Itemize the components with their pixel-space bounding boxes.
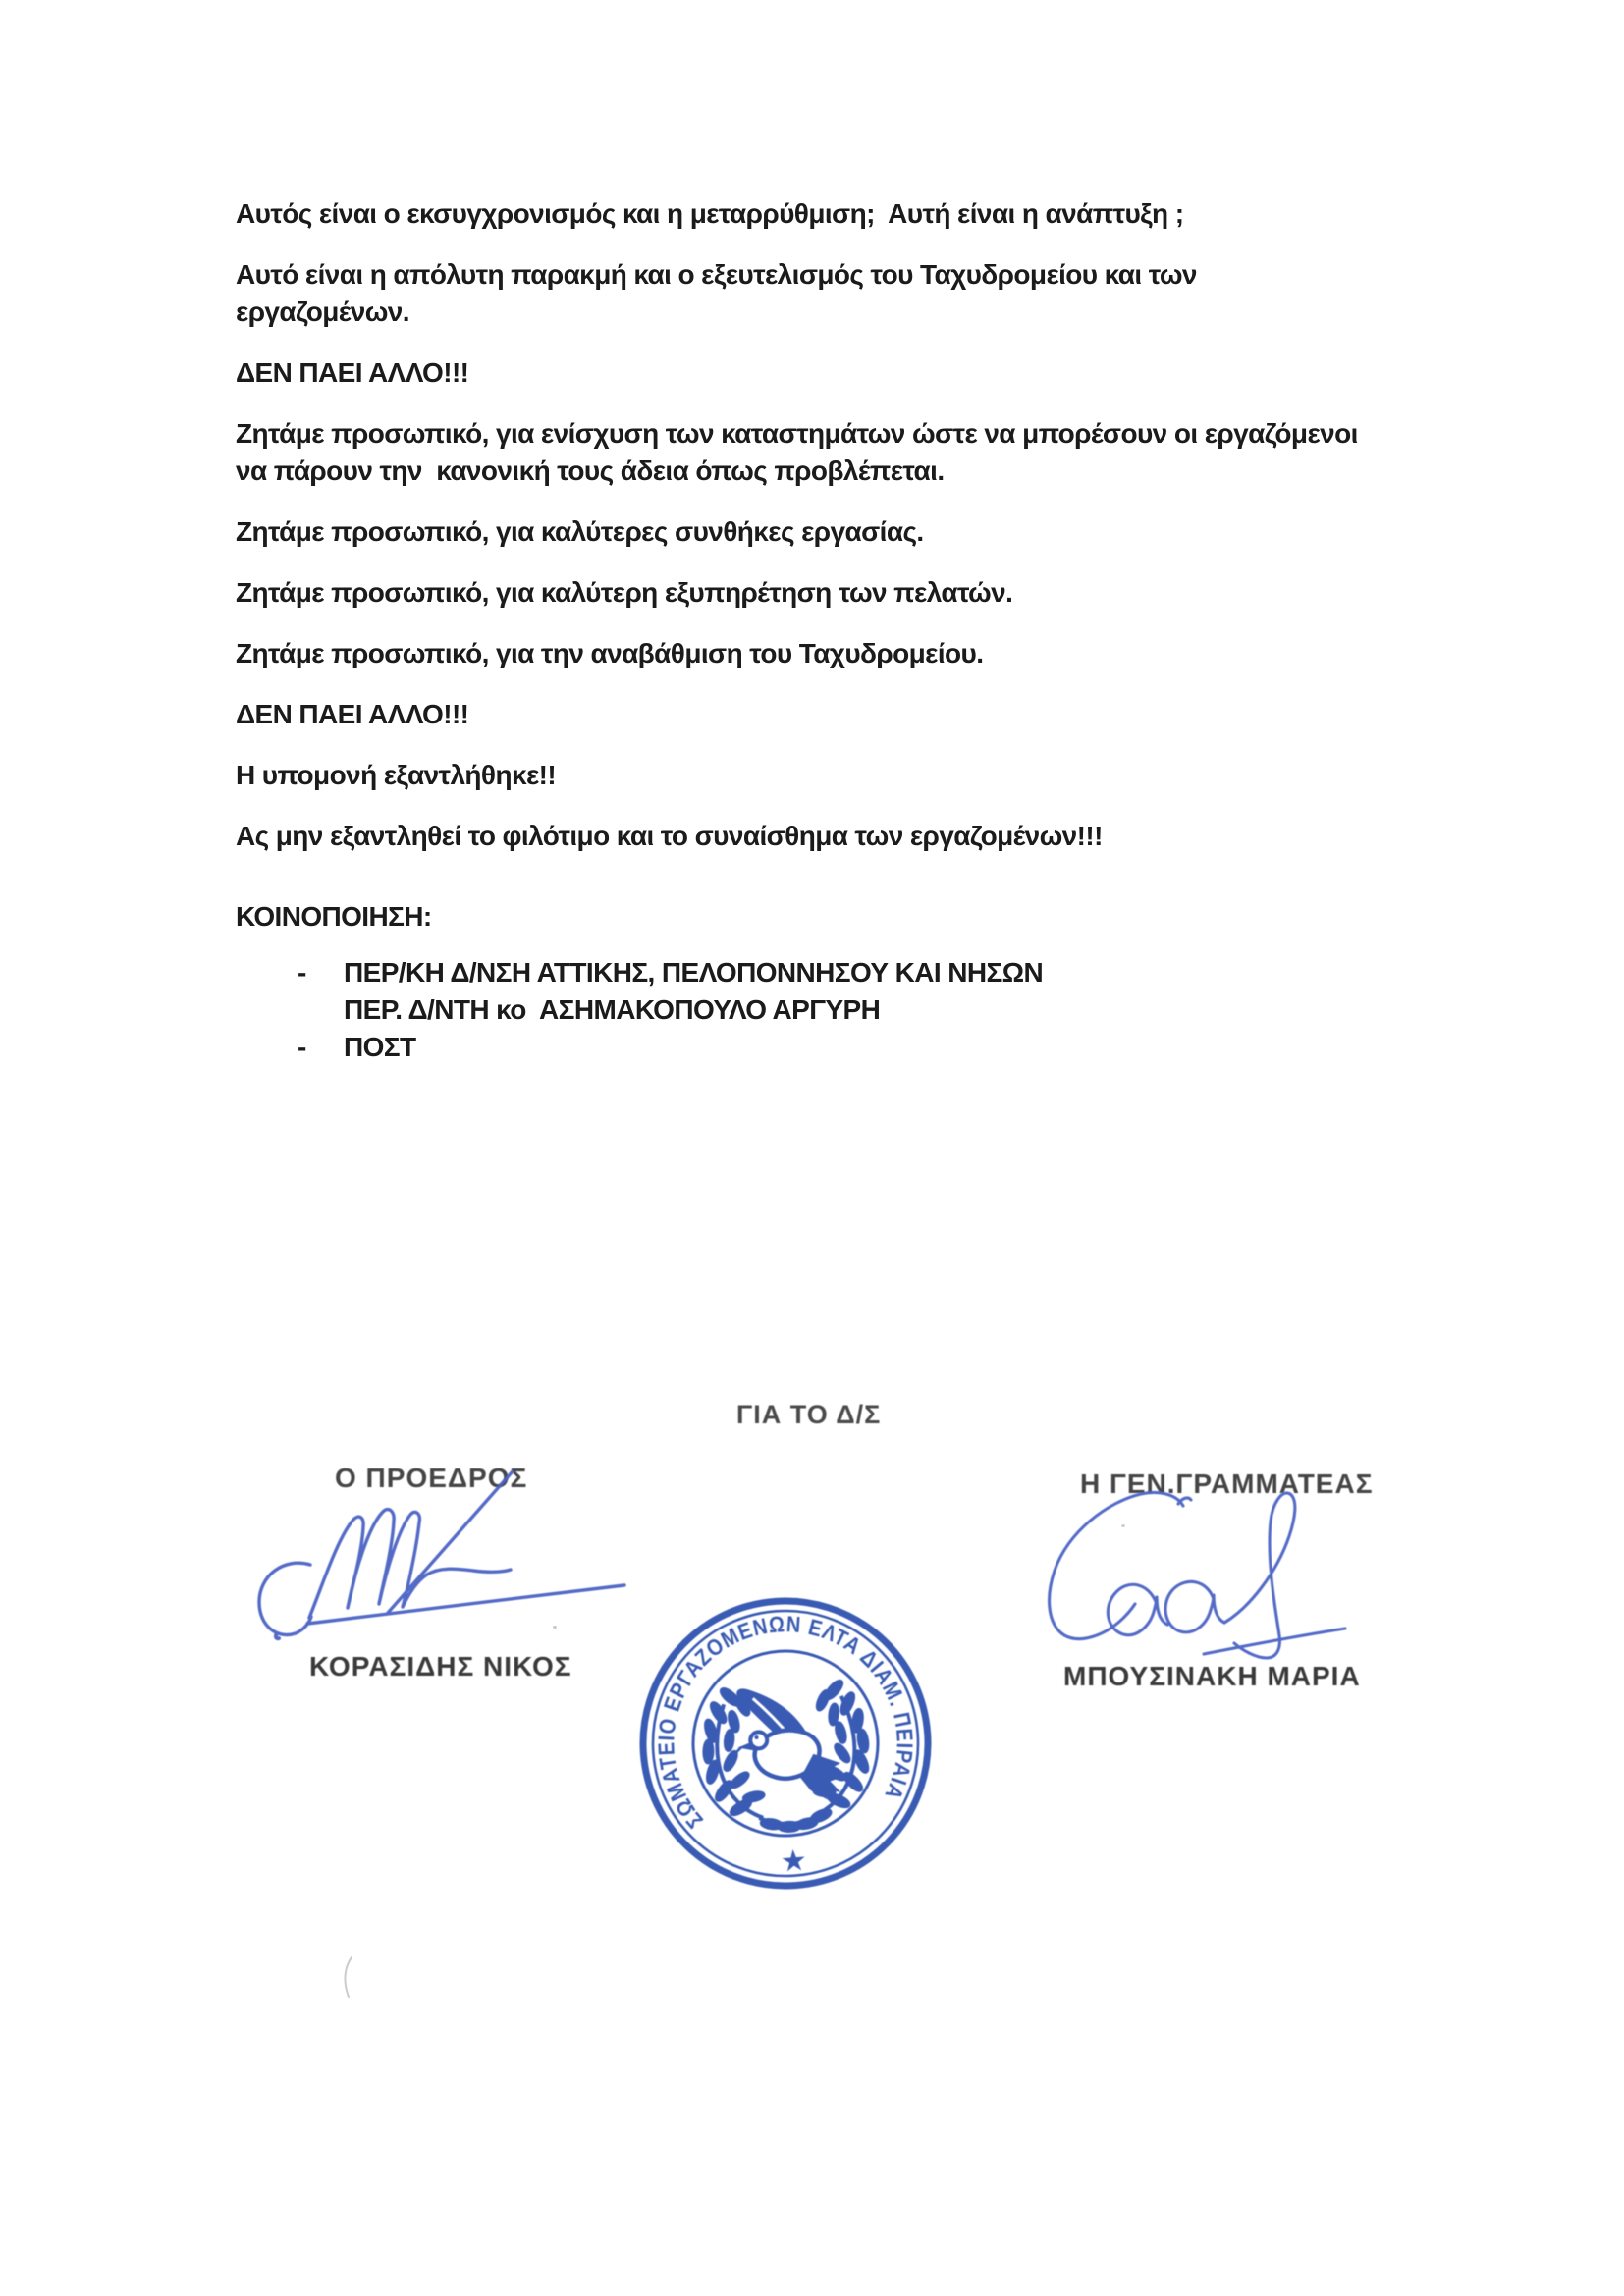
body-line: Ζητάμε προσωπικό, για καλύτερες συνθήκες εργασίας.	[236, 516, 924, 547]
union-stamp	[636, 1594, 935, 1893]
paragraph	[236, 757, 1443, 794]
star-icon: ★	[779, 1843, 808, 1879]
president-signature	[253, 1470, 636, 1652]
body-line: ΔΕΝ ΠΑΕΙ ΑΛΛΟ!!!	[236, 357, 469, 388]
scan-speck	[1121, 1524, 1125, 1527]
body-line: Η υπομονή εξαντλήθηκε!!	[236, 760, 557, 790]
body-line: Ζητάμε προσωπικό, για καλύτερη εξυπηρέτηση των πελατών.	[236, 577, 1013, 608]
paragraph	[236, 818, 1443, 855]
body-line: να πάρουν την κανονική τους άδεια όπως προβλέπεται.	[236, 455, 945, 486]
president-name: ΚΟΡΑΣΙΔΗΣ ΝΙΚΟΣ	[309, 1651, 572, 1682]
secretary-name: ΜΠΟΥΣΙΝΑΚΗ ΜΑΡΙΑ	[1063, 1661, 1361, 1691]
cc-heading	[236, 898, 1443, 935]
cc-item	[236, 954, 1443, 1029]
body-line: Ζητάμε προσωπικό, για την αναβάθμιση του Ταχυδρομείου.	[236, 638, 984, 668]
cc-item	[236, 1029, 1443, 1066]
cc-item-line: ΠΟΣΤ	[344, 1032, 416, 1062]
secretary-title: Η ΓΕΝ.ΓΡΑΜΜΑΤΕΑΣ	[1080, 1468, 1374, 1499]
paragraph	[236, 635, 1443, 672]
paragraph	[236, 256, 1443, 331]
cc-heading-text: ΚΟΙΝΟΠΟΙΗΣΗ:	[236, 901, 432, 932]
cc-item-line: ΠΕΡ. Δ/ΝΤΗ κο ΑΣΗΜΑΚΟΠΟΥΛΟ ΑΡΓΥΡΗ	[344, 994, 881, 1025]
paragraph	[236, 354, 1443, 392]
body-line: ΔΕΝ ΠΑΕΙ ΑΛΛΟ!!!	[236, 699, 469, 729]
paragraph	[236, 415, 1443, 490]
scan-speck	[553, 1626, 557, 1629]
secretary-signature	[1031, 1480, 1355, 1667]
stamp-ring-text: ΣΩΜΑΤΕΙΟ ΕΡΓΑΖΟΜΕΝΩΝ ΕΛΤΑ ΔΙΑΜ. ΠΕΙΡΑΙΑ	[653, 1610, 919, 1834]
cc-item-lines	[344, 954, 1043, 1029]
body-line: Ζητάμε προσωπικό, για ενίσχυση των καταστημάτων ώστε να μπορέσουν οι εργαζόμενοι	[236, 418, 1358, 449]
paragraph	[236, 513, 1443, 551]
body-line: Αυτό είναι η απόλυτη παρακμή και ο εξευτελισμός του Ταχυδρομείου και των	[236, 259, 1197, 290]
for-the-board-label: ΓΙΑ ΤΟ Δ/Σ	[736, 1400, 882, 1429]
cc-item-line: ΠΕΡ/ΚΗ Δ/ΝΣΗ ΑΤΤΙΚΗΣ, ΠΕΛΟΠΟΝΝΗΣΟΥ ΚΑΙ ΝΗΣΩΝ	[344, 957, 1044, 988]
president-title: Ο ΠΡΟΕΔΡΟΣ	[335, 1463, 528, 1493]
cc-section	[236, 898, 1443, 1066]
scan-artifact-curve	[340, 1955, 359, 1999]
body-line: Ας μην εξαντληθεί το φιλότιμο και το συναίσθημα των εργαζομένων!!!	[236, 821, 1103, 851]
cc-item-lines	[344, 1029, 416, 1066]
bullet-dash: -	[298, 1032, 307, 1062]
paragraph	[236, 696, 1443, 733]
body-copy	[236, 195, 1443, 1066]
body-line: εργαζομένων.	[236, 296, 409, 327]
bullet-dash: -	[298, 957, 307, 988]
paragraph	[236, 574, 1443, 612]
paragraph	[236, 195, 1443, 233]
body-line: Αυτός είναι ο εκσυγχρονισμός και η μεταρρύθμιση; Αυτή είναι η ανάπτυξη ;	[236, 198, 1184, 229]
